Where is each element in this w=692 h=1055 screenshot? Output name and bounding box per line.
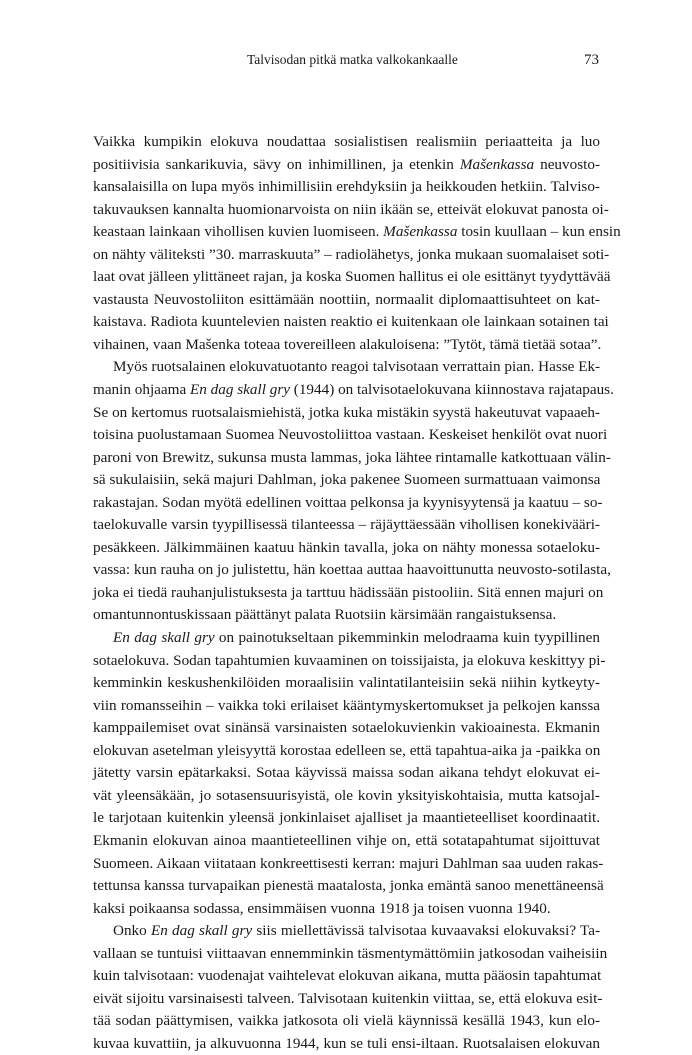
text-line: manin ohjaama En dag skall gry (1944) on talvisotaelokuvana kiinnostava rajatapaus. [93, 381, 614, 399]
text-line: sä sukulaisiin, sekä majuri Dahlman, joka pakenee Suomeen surmattuaan vaimonsa [93, 471, 601, 489]
text-line: pesäkkeen. Jälkimmäinen kaatuu hänkin tavalla, joka on nähty monessa sotaeloku- [93, 538, 600, 556]
paragraph [93, 356, 614, 627]
text-line: jätetty varsin epätarkaksi. Sotaa käyvissä maissa sodan aikana tehdyt elokuvat ei- [93, 764, 600, 782]
text-line: sotaelokuva. Sodan tapahtumien kuvaaminen on toissijaista, ja elokuva keskittyy pi- [93, 651, 606, 669]
text-line: kuin talvisotaan: vuodenajat vaihtelevat elokuvan aikana, mutta pääosin tapahtumat [93, 967, 602, 985]
text-line: positiivisia sankarikuvia, sävy on inhimillinen, ja etenkin Mašenkassa neuvosto- [93, 155, 600, 173]
text-line: taelokuvalle varsin tyypillisessä tilanteessa – räjäyttäessään vihollisen konekivääri- [93, 516, 600, 534]
text-line: kaistava. Radiota kuuntelevien naisten reaktio ei kuitenkaan ole lainkaan sotainen tai [93, 313, 609, 331]
text-line: eivät sijoitu varsinaisesti talveen. Talvisotaan kuitenkin viittaa, se, että elokuva esit- [93, 989, 603, 1007]
text-line: vallaan se tuntuisi viittaavan ennemminkin täsmentymättömiin jatkosodan vaiheisiin [93, 944, 608, 962]
italic-title: Mašenkassa [383, 223, 458, 241]
text-line: tettunsa kanssa turvapaikan pienestä maatalosta, jonka emäntä sanoo menettäneensä [93, 877, 604, 895]
text-line: keastaan lainkaan vihollisen kuvien luomiseen. Mašenkassa tosin kuullaan – kun ensin [93, 223, 621, 241]
text-line: vihainen, vaan Mašenka toteaa tovereilleen alakuloisena: ”Tytöt, tämä tietää sotaa”. [93, 335, 602, 353]
text-line: paroni von Brewitz, sukunsa musta lammas, joka lähtee rintamalle katkottuaan välin- [93, 448, 611, 466]
text-line: elokuvan asetelman yleisyyttä korostaa edelleen se, että tapahtua-aika ja -paikka on [93, 741, 601, 759]
text-line: En dag skall gry on painotukseltaan pikemminkin melodraama kuin tyypillinen [113, 629, 600, 647]
paragraph [93, 131, 621, 356]
text-line: joka ei tiedä rauhanjulistuksesta ja tarttuu hädissään pistooliin. Sitä ennen majuri on [93, 583, 604, 601]
text-line: laat ovat jälleen ylittäneet rajan, ja koska Suomen hallitus ei ole esittänyt tyydyttävää [93, 268, 611, 286]
page-number: 73 [584, 52, 599, 68]
text-line: takuvauksen kannalta huomionarvoista on niin ikään se, etteivät elokuvat panosta oi- [93, 200, 609, 218]
text-line: kemminkin keskushenkilöiden moraalisiin valintatilanteisiin sekä niihin kytkeyty- [93, 674, 600, 692]
text-line: Se on kertomus ruotsalaismiehistä, jotka kuka mistäkin syystä hakeutuvat vapaaeh- [93, 403, 600, 421]
text-line: kaksi poikaansa sodassa, ensimmäisen vuonna 1918 ja toisen vuonna 1940. [93, 899, 551, 917]
text-line: Myös ruotsalainen elokuvatuotanto reagoi talvisotaan verrattain pian. Hasse Ek- [113, 358, 601, 376]
text-line: le tarjotaan kuitenkin yleensä jonkinlaiset ajalliset ja maantieteelliset koordinaatit. [93, 809, 600, 827]
italic-title: En dag skall gry [150, 922, 253, 940]
body-text [93, 131, 621, 1055]
italic-title: En dag skall gry [113, 629, 215, 647]
text-line: rakastajan. Sodan myötä edellinen voittaa pelkonsa ja kyynisyytensä ja kaatuu – so- [93, 493, 603, 511]
text-line: Onko En dag skall gry siis miellettävissä talvisotaa kuvaavaksi elokuvaksi? Ta- [113, 922, 601, 940]
text-line: viin romansseihin – vaikka toki erilaiset kääntymyskertomukset ja pelkojen kanssa [93, 696, 600, 714]
text-line: vastausta Neuvostoliiton esittämään noottiin, normaalit diplomaattisuhteet on kat- [93, 290, 600, 308]
text-line: vassa: kun rauha on jo julistettu, hän koettaa auttaa haavoittunutta neuvosto-sotilasta, [93, 561, 611, 579]
text-line: tää sodan päättymisen, vaikka jatkosota oli vielä käynnissä kesällä 1943, kun elo- [93, 1012, 600, 1030]
text-line: kuvaa kuvattiin, ja alkuvuonna 1944, kun se tuli ensi-iltaan. Ruotsalaisen elokuvan [93, 1034, 600, 1052]
italic-title: En dag skall gry [190, 381, 290, 399]
text-line: toisina puolustamaan Suomea Neuvostoliittoa vastaan. Keskeiset henkilöt ovat nuori [93, 426, 608, 444]
text-line: Vaikka kumpikin elokuva noudattaa sosialistisen realismiin periaatteita ja luo [93, 133, 600, 150]
text-line: omantunnontuskissaan päättänyt palata Ruotsiin kärsimään rangaistuksensa. [93, 606, 557, 624]
text-line: vät yleensäkään, jo sotasensuurisyistä, ole kovin yksityiskohtaisia, mutta katsojal- [93, 786, 600, 804]
running-title: Talvisodan pitkä matka valkokankaalle [247, 52, 458, 67]
text-line: on nähty väliteksti ”30. marraskuuta” – radiolähetys, jonka mukaan suomalaiset soti- [93, 245, 610, 263]
paragraph [93, 920, 608, 1055]
text-line: Ekmanin elokuvan ainoa maantieteellinen vihje on, että sotatapahtumat sijoittuvat [93, 831, 600, 849]
text-line: Suomeen. Aikaan viitataan konkreettisesti kerran: majuri Dahlman saa uuden rakas- [93, 854, 604, 872]
text-line: kamppailemiset ovat sinänsä varsinaisten sotaelokuvienkin vakioainesta. Ekmanin [93, 719, 600, 737]
paragraph [93, 627, 606, 920]
text-line: kansalaisilla on lupa myös inhimillisiin erehdyksiin ja heikkouden hetkiin. Talviso- [93, 178, 600, 196]
italic-title: Mašenkassa [459, 155, 535, 173]
running-header [0, 52, 692, 72]
